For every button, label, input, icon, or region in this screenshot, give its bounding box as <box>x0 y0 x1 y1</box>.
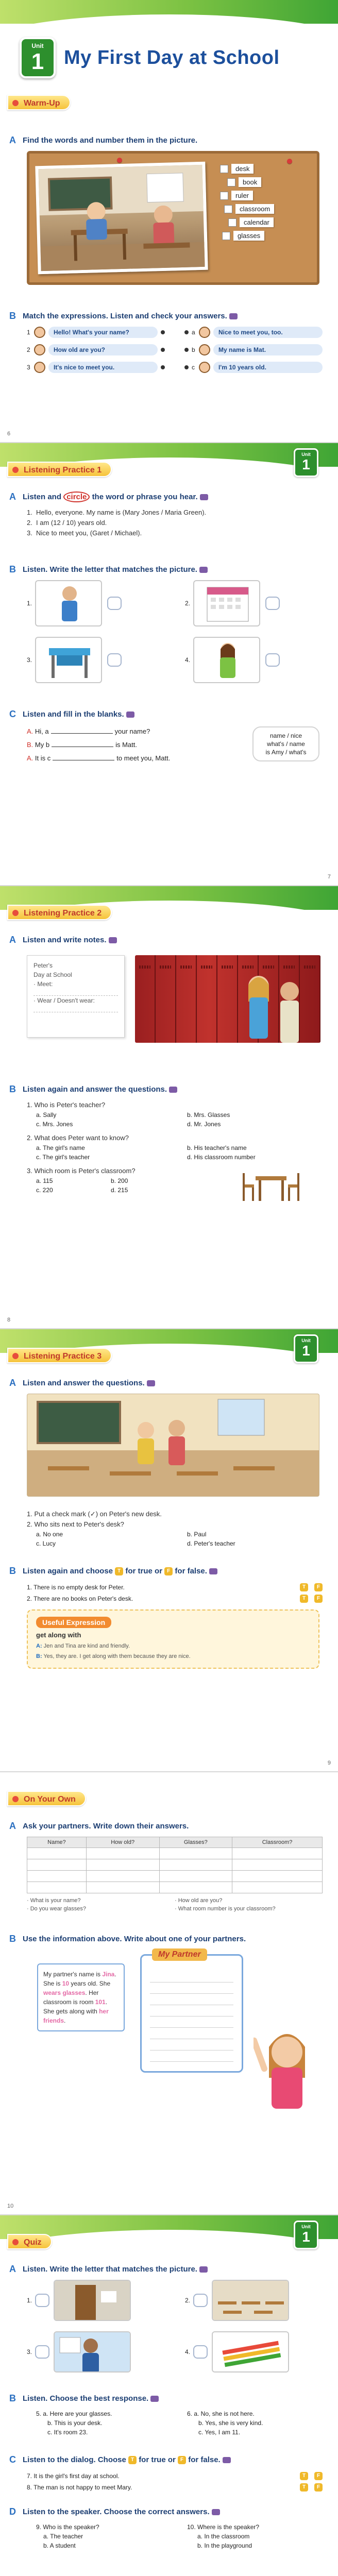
choice-option[interactable]: b. A student <box>43 2542 76 2549</box>
choice-grid <box>36 1143 323 1162</box>
choice-option[interactable]: 6. a. No, she is not here. <box>187 2410 255 2417</box>
header-band <box>0 0 338 38</box>
choice-option[interactable]: d. 215 <box>111 1187 128 1194</box>
section-title: Listening Practice 1 <box>7 462 112 477</box>
audio-track-icon[interactable] <box>199 567 208 573</box>
choice-option[interactable]: b. In the playground <box>197 2542 252 2549</box>
unit-badge: Unit 1 <box>294 1334 318 1363</box>
unit-badge: Unit 1 <box>294 2221 318 2249</box>
audio-track-icon[interactable] <box>200 494 208 500</box>
choice-option[interactable]: a. In the classroom <box>197 2533 250 2540</box>
picture-item: 1. <box>27 580 164 626</box>
classroom-desks-picture <box>212 2280 289 2321</box>
desk-chairs-illustration <box>240 1166 302 1207</box>
desk-picture <box>35 637 102 683</box>
activity-a: A Listen and answer the questions. <box>27 1378 323 1388</box>
word-tag: ruler <box>220 191 274 200</box>
fill-blank-row: A. It is c to meet you, Matt. <box>27 754 171 762</box>
audio-track-icon[interactable] <box>223 2457 231 2463</box>
question: 10. Where is the speaker? <box>187 2523 260 2531</box>
choice-grid <box>36 1530 323 1548</box>
choice-option[interactable]: 5. a. Here are your glasses. <box>36 2410 112 2417</box>
picture-grid <box>27 580 323 683</box>
fill-blank-row: A. Hi, a your name? <box>27 727 150 735</box>
activity-b: B Use the information above. Write about one of your partners. My partner's name is Jina. She is 10 years old. She wears glasses. Her classroom is room 101. She gets along with her friends. My Partner <box>27 1934 323 2109</box>
activity-letter: A <box>9 135 16 145</box>
choice-option[interactable]: c. It's room 23. <box>47 2429 88 2436</box>
door-picture <box>54 2280 131 2321</box>
match-left-item: 3 It's nice to meet you. <box>27 362 168 373</box>
true-option[interactable]: T <box>300 1583 308 1591</box>
partner-survey-table <box>27 1837 323 1893</box>
page-number: 8 <box>7 1317 11 1323</box>
choice-grid <box>36 2409 323 2437</box>
unit-number: 1 <box>31 49 44 74</box>
section-title: On Your Own <box>7 1791 86 1806</box>
girl-picture <box>193 637 260 683</box>
table-row <box>27 1848 323 1859</box>
header-band <box>0 886 338 924</box>
page-number: 7 <box>327 874 331 880</box>
page-number: 6 <box>7 431 11 437</box>
page-listening-3 <box>0 1329 338 1772</box>
header-band <box>0 443 338 481</box>
choice-option[interactable]: b. 200 <box>111 1177 128 1184</box>
false-option[interactable]: F <box>314 1583 323 1591</box>
question: 3. Which room is Peter's classroom? <box>27 1167 136 1175</box>
activity-a <box>9 135 323 146</box>
number-box[interactable] <box>224 205 232 213</box>
header-band <box>0 2215 338 2253</box>
activity-a-questions <box>27 1509 323 1548</box>
choice-option[interactable]: c. Mrs. Jones <box>36 1121 73 1128</box>
picture-grid <box>27 2280 323 2372</box>
question: 2. What does Peter want to know? <box>27 1134 129 1142</box>
example-card: My partner's name is Jina. She is 10 years old. She wears glasses. Her classroom is room 101. She gets along with her friends. <box>37 1963 125 2031</box>
number-box[interactable] <box>222 232 230 240</box>
child-face-icon <box>34 344 45 355</box>
match-dot[interactable] <box>184 348 189 352</box>
girl-pointing-illustration <box>254 2016 320 2109</box>
pencils-picture <box>212 2331 289 2372</box>
boy-picture <box>35 580 102 626</box>
picture-item: 2. <box>185 580 323 626</box>
picture-item: 1. <box>27 2280 164 2321</box>
answer-box[interactable] <box>193 2345 208 2359</box>
section-title: Listening Practice 2 <box>7 905 112 920</box>
choice-option[interactable]: c. 220 <box>36 1187 53 1194</box>
word-tag: desk <box>220 164 274 174</box>
choice-option[interactable]: b. This is your desk. <box>47 2419 103 2427</box>
calendar-picture <box>193 580 260 626</box>
child-face-icon <box>199 362 210 373</box>
useful-expression-box: Useful Expression get along with A: Jen and Tina are kind and friendly. B: Yes, they are. I get along with them because they are nice. <box>27 1609 319 1669</box>
word-tag-list <box>220 164 274 244</box>
child-face-icon <box>34 362 45 373</box>
choice-grid <box>36 2522 323 2550</box>
true-option[interactable]: T <box>300 2483 308 2492</box>
choice-option[interactable]: d. Mr. Jones <box>187 1121 221 1128</box>
true-false-row: 8. The man is not happy to meet Mary. T F <box>27 2482 323 2493</box>
match-dot[interactable] <box>161 365 165 369</box>
question: 1. Who is Peter's teacher? <box>27 1101 106 1109</box>
activity-d: D Listen to the speaker. Choose the correct answers. 9. Who is the speaker? 10. Where is the speaker? a. The teacher a. In the classroom b. A student b. In the playground <box>27 2506 323 2550</box>
column-header: How old? <box>86 1837 159 1848</box>
table-row <box>27 1871 323 1882</box>
choice-option[interactable]: c. Lucy <box>36 1540 56 1547</box>
audio-track-icon[interactable] <box>229 313 238 319</box>
page-listening-1 <box>0 443 338 886</box>
choice-option[interactable]: d. His classroom number <box>187 1154 256 1161</box>
unit-label: Unit <box>31 42 44 49</box>
answer-box[interactable] <box>35 2294 49 2307</box>
page-number: 9 <box>327 1760 331 1766</box>
match-dot[interactable] <box>184 330 189 334</box>
choice-option[interactable]: a. 115 <box>36 1177 53 1184</box>
false-option[interactable]: F <box>314 2472 323 2480</box>
choice-option[interactable]: b. Paul <box>187 1531 207 1538</box>
page-number: 10 <box>7 2203 14 2209</box>
picture-item: 2. <box>185 2280 323 2321</box>
page-on-your-own <box>0 1772 338 2215</box>
audio-track-icon[interactable] <box>169 1087 177 1093</box>
match-right-item: c I'm 10 years old. <box>181 362 323 373</box>
number-box[interactable] <box>220 192 228 200</box>
audio-track-icon[interactable] <box>150 2396 159 2402</box>
activity-a: A Listen and write notes. Peter's Day at School · Meet: · Wear / Doesn't wear: <box>27 935 323 1053</box>
classroom-illustration[interactable] <box>27 1394 319 1497</box>
picture-item: 4. <box>185 2331 323 2372</box>
activity-b: B Listen again and choose T for true or F for false. 1. There is no empty desk for Peter. T F 2. There are no books on Peter's desk. T F <box>27 1566 323 1604</box>
column-header: Classroom? <box>232 1837 323 1848</box>
question: 1. Put a check mark (✓) on Peter's new desk. <box>27 1510 162 1518</box>
match-right-item: b My name is Mat. <box>181 344 323 355</box>
child-face-icon <box>199 327 210 338</box>
match-left-item: 1 Hello! What's your name? <box>27 327 168 338</box>
word-tag: glasses <box>222 231 274 241</box>
match-right-item: a Nice to meet you, too. <box>181 327 323 338</box>
number-box[interactable] <box>227 178 235 187</box>
question: 9. Who is the speaker? <box>36 2523 99 2531</box>
activity-b: B Listen. Choose the best response. 5. a. Here are your glasses. 6. a. No, she is not here. b. This is your desk. b. Yes, she is very kind. c. It's room 23. c. Yes, I am 11. <box>27 2393 323 2437</box>
match-dot[interactable] <box>161 348 165 352</box>
match-left-item: 2 How old are you? <box>27 344 168 355</box>
answer-box[interactable] <box>107 597 122 610</box>
child-face-icon <box>199 344 210 355</box>
answer-box[interactable] <box>35 2345 49 2359</box>
column-header: Glasses? <box>159 1837 232 1848</box>
list-item: 2. I am (12 / 10) years old. <box>27 519 107 527</box>
activity-a: A Listen. Write the letter that matches the picture. 1. 2. 3. 4. <box>27 2264 323 2372</box>
false-option[interactable]: F <box>314 2483 323 2492</box>
lockers-photo <box>135 955 320 1043</box>
true-option[interactable]: T <box>300 1595 308 1603</box>
activity-b: B Match the expressions. Listen and check your answers. 1 Hello! What's your name? a Nice to meet you, too. 2 How old are you? b My name is Mat. 3 It's nice to meet you. c I'm 10 years old. <box>27 311 323 373</box>
section-title: Listening Practice 3 <box>7 1348 112 1363</box>
word-tag: book <box>227 177 274 187</box>
section-title: Warm-Up <box>7 95 71 110</box>
picture-item: 3. <box>27 637 164 683</box>
child-face-icon <box>34 327 45 338</box>
choice-option[interactable]: c. The girl's teacher <box>36 1154 90 1161</box>
picture-item: 4. <box>185 637 323 683</box>
notes-card[interactable]: Peter's Day at School · Meet: · Wear / Doesn't wear: <box>27 955 125 1038</box>
page-listening-2 <box>0 886 338 1329</box>
choice-option[interactable]: a. The girl's name <box>36 1144 85 1151</box>
activity-instruction: Find the words and number them in the picture. <box>23 136 198 145</box>
true-false-row: 1. There is no empty desk for Peter. T F <box>27 1582 323 1593</box>
match-dot[interactable] <box>161 330 165 334</box>
true-false-row: 7. It is the girl's first day at school. T F <box>27 2470 323 2482</box>
cork-board <box>27 151 319 285</box>
choice-option[interactable]: d. Peter's teacher <box>187 1540 235 1547</box>
number-box[interactable] <box>228 218 236 227</box>
choice-option[interactable]: a. No one <box>36 1531 63 1538</box>
activity-a: A Listen and circle the word or phrase you hear. 1. Hello, everyone. My name is (Mary Jones / Maria Green). 2. I am (12 / 10) years old. 3. Nice to meet you, (Garet / Michael). <box>27 492 323 538</box>
word-tag: calendar <box>228 217 274 227</box>
page-warm-up <box>0 0 338 443</box>
audio-track-icon[interactable] <box>126 711 134 718</box>
header-band <box>0 1329 338 1367</box>
word-hint-bubble: name / nice what's / name is Amy / what's <box>252 726 319 761</box>
choice-option[interactable]: b. His teacher's name <box>187 1144 247 1151</box>
answer-box[interactable] <box>107 653 122 667</box>
teacher-picture <box>54 2331 131 2372</box>
choice-option[interactable]: b. Yes, she is very kind. <box>198 2419 263 2427</box>
activity-a: A Ask your partners. Write down their answers. Name? How old? Glasses? Classroom? · What is your name? · Do you wear glasses? · How old are you? · What room number is your classroom? <box>27 1821 323 1913</box>
activity-b: B Listen again and answer the questions. 1. Who is Peter's teacher? a. Sally b. Mrs. Glasses c. Mrs. Jones d. Mr. Jones 2. What does Peter want to know? a. The girl's name b. His teacher's name c. The girl's teacher d. His classroom number 3. Which room is Peter's classroom? a. 115 b. 200 c. 220 d. 215 <box>27 1084 323 1195</box>
answer-box[interactable] <box>265 653 280 667</box>
table-row <box>27 1882 323 1893</box>
true-option[interactable]: T <box>300 2472 308 2480</box>
true-false-row: 2. There are no books on Peter's desk. T F <box>27 1593 323 1604</box>
answer-box[interactable] <box>265 597 280 610</box>
classroom-photo <box>35 162 208 275</box>
page-quiz <box>0 2215 338 2576</box>
activity-b: B Listen. Write the letter that matches the picture. 1. 2. 3. 4. <box>27 564 323 683</box>
false-option[interactable]: F <box>314 1595 323 1603</box>
question: 2. Who sits next to Peter's desk? <box>27 1520 124 1528</box>
word-tag: classroom <box>224 204 274 214</box>
audio-track-icon[interactable] <box>109 937 117 943</box>
audio-track-icon[interactable] <box>199 2266 208 2273</box>
list-item: 1. Hello, everyone. My name is (Mary Jones / Maria Green). <box>27 509 207 516</box>
activity-c: C Listen and fill in the blanks. A. Hi, a your name? B. My b is Matt. A. It is c to meet you, Matt. name / nice what's / name is Amy / what's <box>27 709 323 765</box>
section-title: Quiz <box>7 2234 52 2249</box>
audio-track-icon[interactable] <box>209 1568 217 1574</box>
choice-option[interactable]: a. Sally <box>36 1111 57 1118</box>
blank-input[interactable] <box>51 733 113 734</box>
choice-option[interactable]: a. The teacher <box>43 2533 83 2540</box>
audio-track-icon[interactable] <box>147 1380 155 1386</box>
fill-blank-row: B. My b is Matt. <box>27 741 137 749</box>
choice-option[interactable]: c. Yes, I am 11. <box>198 2429 241 2436</box>
list-item: 3. Nice to meet you, (Garet / Michael). <box>27 529 142 537</box>
activity-c: C Listen to the dialog. Choose T for true or F for false. 7. It is the girl's first day at school. T F 8. The man is not happy to meet Mary. T F <box>27 2454 323 2493</box>
column-header: Name? <box>27 1837 87 1848</box>
match-dot[interactable] <box>184 365 189 369</box>
choice-grid <box>36 1110 323 1129</box>
choice-option[interactable]: b. Mrs. Glasses <box>187 1111 230 1118</box>
partner-writing-box[interactable]: My Partner <box>140 1954 243 2073</box>
number-box[interactable] <box>220 165 228 173</box>
table-row <box>27 1859 323 1871</box>
pin-icon <box>287 159 292 164</box>
page-title: My First Day at School <box>64 46 280 69</box>
header-band <box>0 1772 338 1810</box>
match-grid <box>27 327 323 373</box>
pin-icon <box>117 158 122 163</box>
unit-badge: Unit 1 <box>294 448 318 477</box>
choice-grid <box>36 1176 170 1195</box>
answer-box[interactable] <box>193 2294 208 2307</box>
audio-track-icon[interactable] <box>212 2509 220 2515</box>
picture-item: 3. <box>27 2331 164 2372</box>
